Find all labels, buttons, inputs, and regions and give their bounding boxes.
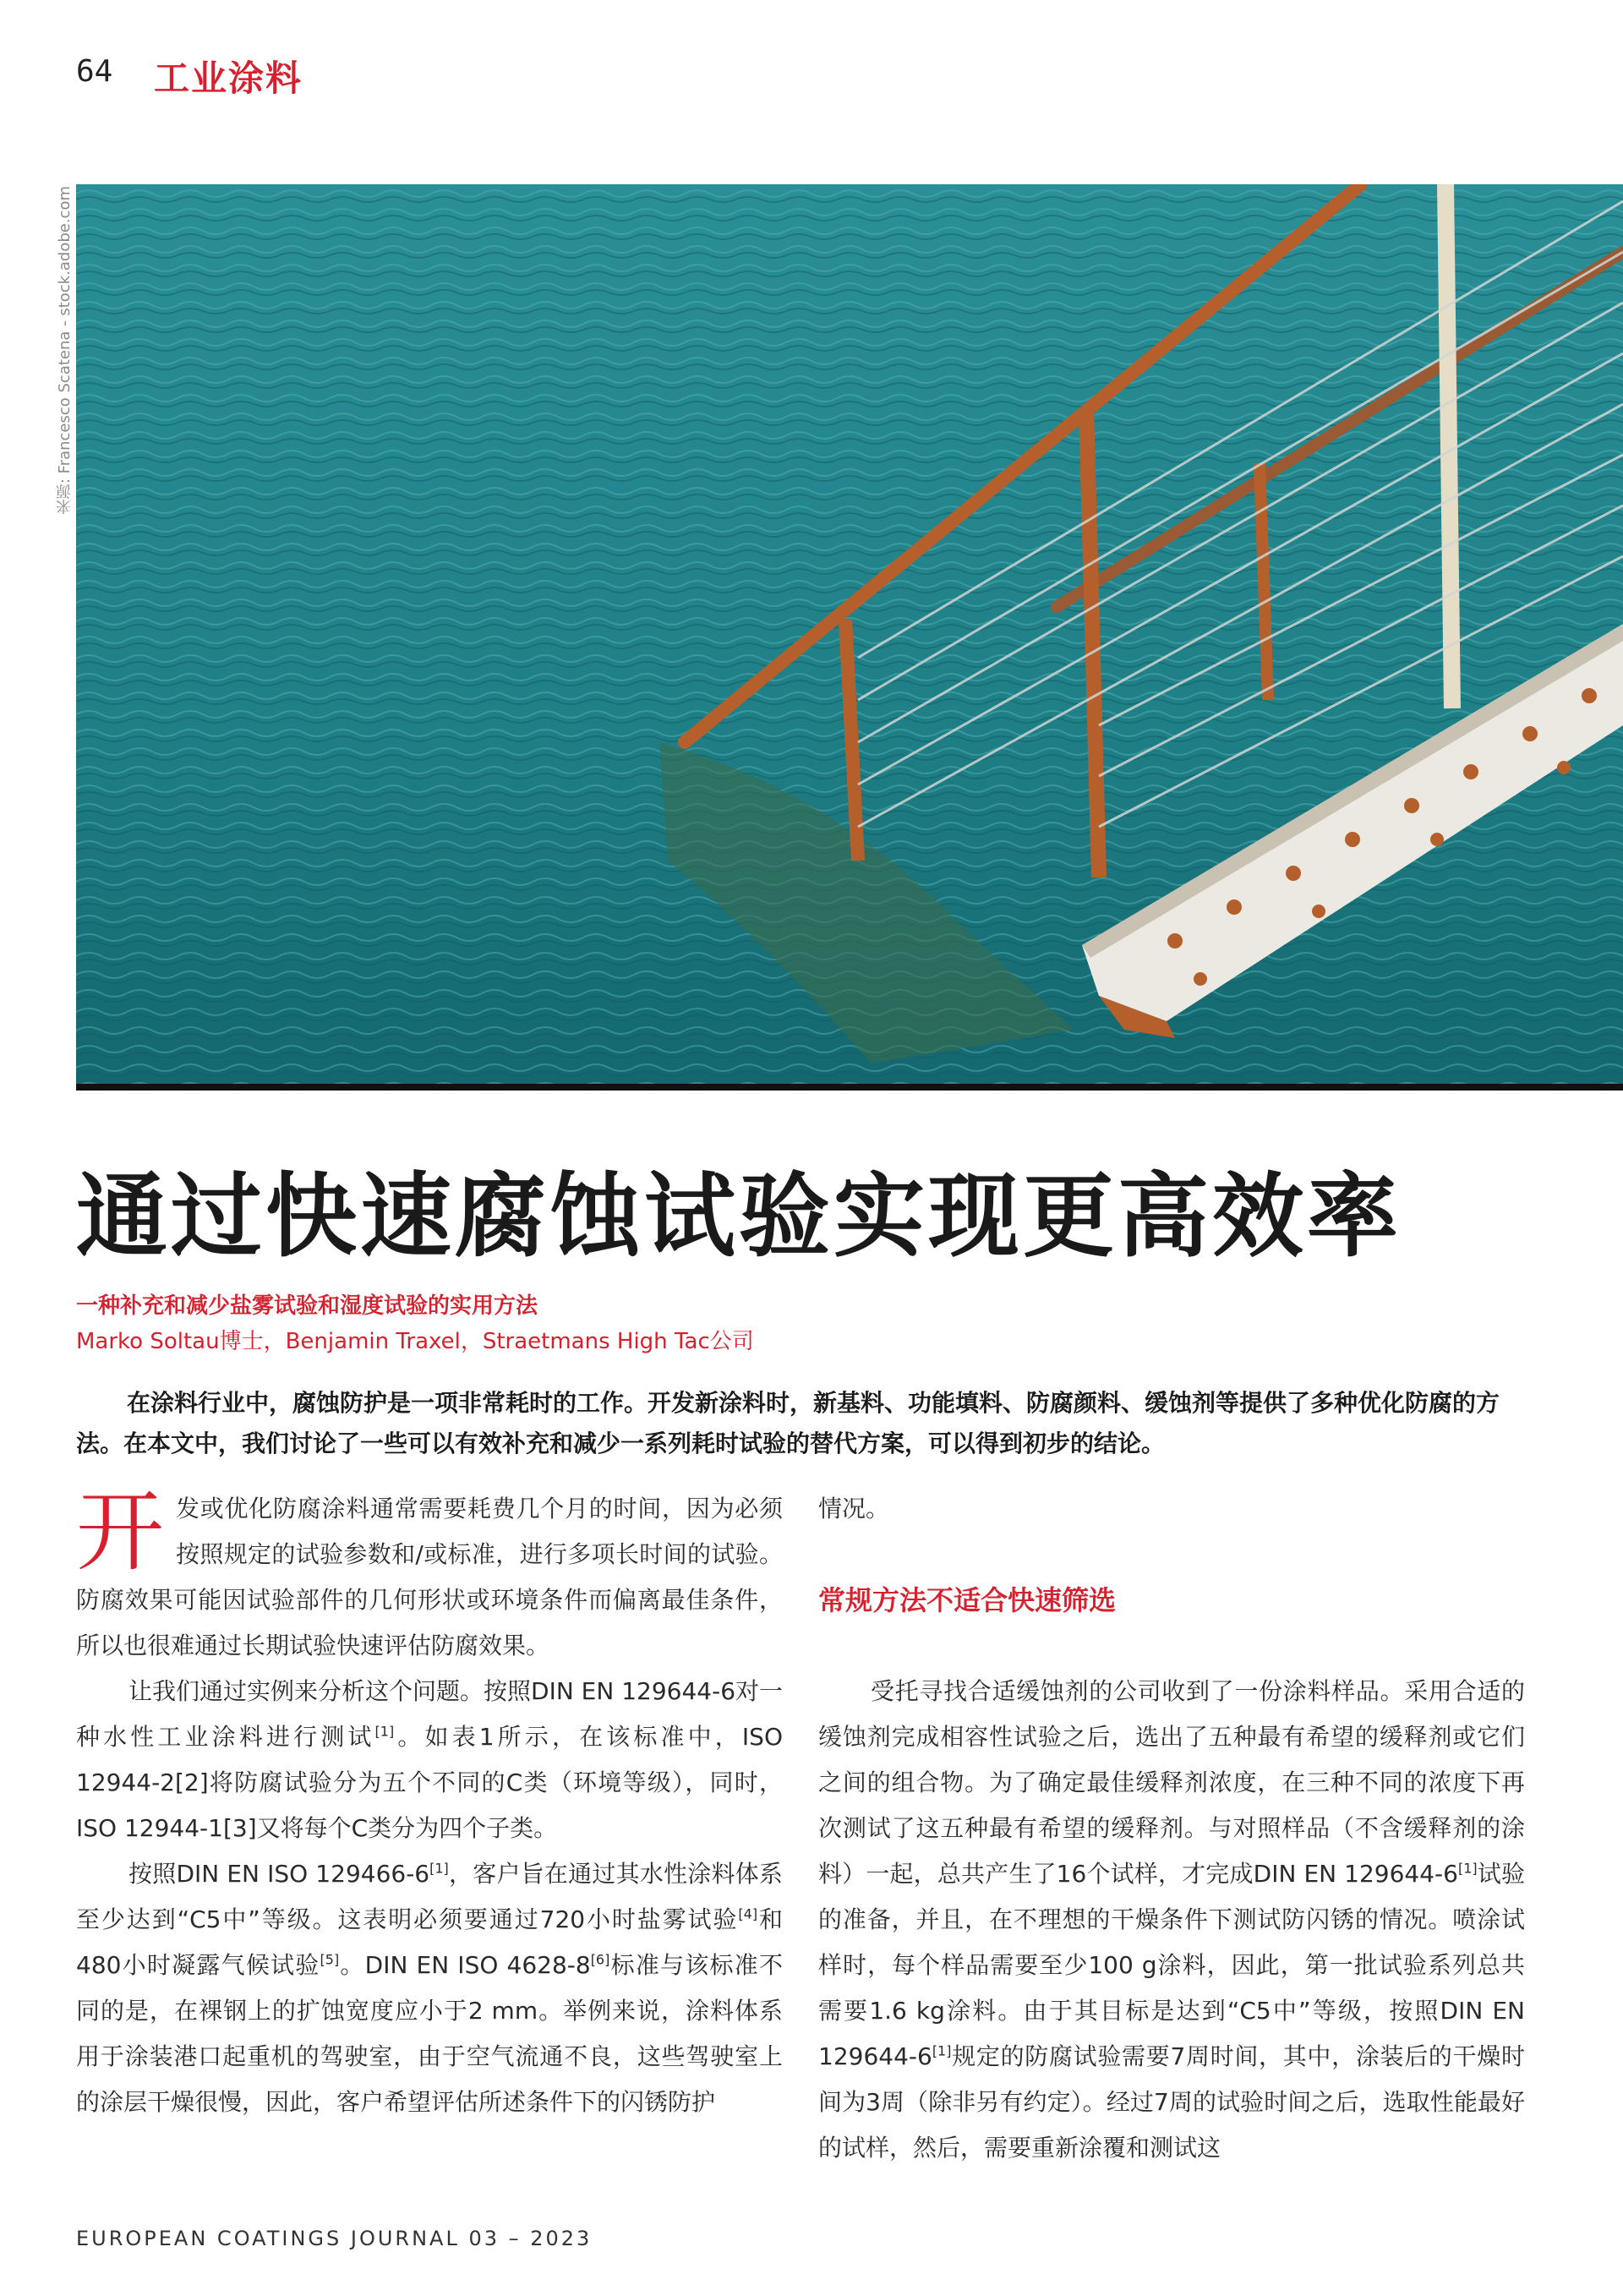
left-paragraph-2: 让我们通过实例来分析这个问题。按照DIN EN 129644-6对一种水性工业涂料进行测试[1]。如表1所示，在该标准中，ISO 12944-2[2]将防腐试验分为五个不同的C类（环境等级），同时，ISO 12944-1[3]又将每个C类分为四个子类。	[76, 1677, 784, 1842]
hero-image	[76, 184, 1623, 1089]
hero-bottom-rule	[76, 1084, 1623, 1091]
reference-marker: [6]	[590, 1951, 610, 1968]
article-title: 通过快速腐蚀试验实现更高效率	[76, 1164, 1402, 1270]
reference-marker: [5]	[320, 1951, 340, 1968]
reference-marker: [1]	[932, 2042, 952, 2059]
right-column	[818, 1486, 1525, 2171]
article-authors: Marko Soltau博士，Benjamin Traxel，Straetmans High Tac公司	[76, 1329, 754, 1354]
journal-footer: EUROPEAN COATINGS JOURNAL 03 – 2023	[76, 2227, 593, 2250]
dropcap: 开	[76, 1480, 165, 1583]
reference-marker: [1]	[1457, 1860, 1478, 1877]
section-name: 工业涂料	[154, 57, 303, 99]
left-column	[76, 1480, 784, 2125]
article-lead: 在涂料行业中，腐蚀防护是一项非常耗时的工作。开发新涂料时，新基料、功能填料、防腐颜料、缓蚀剂等提供了多种优化防腐的方法。在本文中，我们讨论了一些可以有效补充和减少一系列耗时试验的替代方案，可以得到初步的结论。	[76, 1389, 1500, 1457]
page-number: 64	[76, 54, 113, 89]
reference-marker: [1]	[429, 1860, 449, 1877]
reference-marker: [4]	[738, 1905, 758, 1922]
reference-marker: [1]	[374, 1723, 395, 1740]
section-heading: 常规方法不适合快速筛选	[818, 1584, 1117, 1616]
article-subtitle: 一种补充和减少盐雾试验和湿度试验的实用方法	[76, 1293, 538, 1319]
left-paragraph-3: 按照DIN EN ISO 129466-6[1]，客户旨在通过其水性涂料体系至少达到“C5中”等级。这表明必须要通过720小时盐雾试验[4]和480小时凝露气候试验[5]。DIN EN ISO 4628-8[6]标准与该标准不同的是，在裸钢上的扩蚀宽度应小于2 mm。举例来说，涂料体系用于涂装港口起重机的驾驶室，由于空气流通不良，这些驾驶室上的涂层干燥很慢，因此，客户希望评估所述条件下的闪锈防护	[76, 1860, 783, 2116]
photo-credit: 来源: Francesco Scatena - stock.adobe.com	[56, 186, 74, 515]
right-paragraph-0: 情况。	[818, 1495, 890, 1522]
right-paragraph-1: 受托寻找合适缓蚀剂的公司收到了一份涂料样品。采用合适的缓蚀剂完成相容性试验之后，选出了五种最有希望的缓释剂或它们之间的组合物。为了确定最佳缓释剂浓度，在三种不同的浓度下再次测试了这五种最有希望的缓释剂。与对照样品（不含缓释剂的涂料）一起，总共产生了16个试样，才完成DIN EN 129644-6[1]试验的准备，并且，在不理想的干燥条件下测试防闪锈的情况。喷涂试样时，每个样品需要至少100 g涂料，因此，第一批试验系列总共需要1.6 kg涂料。由于其目标是达到“C5中”等级，按照DIN EN 129644-6[1]规定的防腐试验需要7周时间，其中，涂装后的干燥时间为3周（除非另有约定）。经过7周的试验时间之后，选取性能最好的试样，然后，需要重新涂覆和测试这	[818, 1677, 1525, 2162]
staircase-in-water-illustration	[76, 184, 1623, 1089]
left-paragraph-1: 开发或优化防腐涂料通常需要耗费几个月的时间，因为必须按照规定的试验参数和/或标准，进行多项长时间的试验。防腐效果可能因试验部件的几何形状或环境条件而偏离最佳条件，所以也很难通过长期试验快速评估防腐效果。	[76, 1480, 783, 1659]
